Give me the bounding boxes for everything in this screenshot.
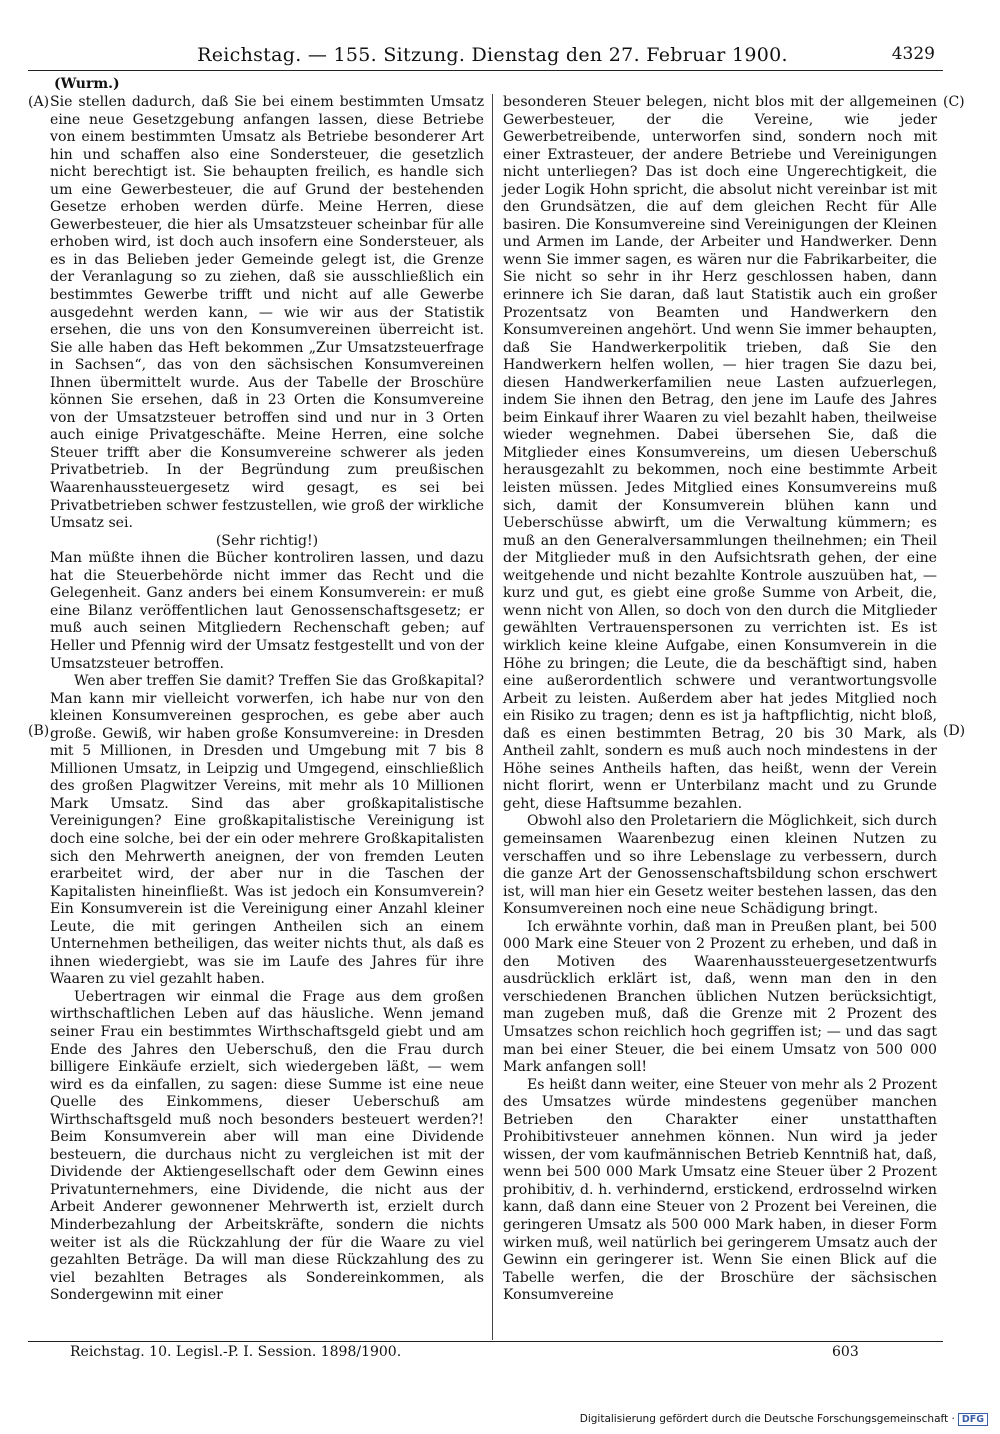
digitization-credit — [580, 1413, 988, 1426]
paragraph: Man müßte ihnen die Bücher kontroliren lassen, und dazu hat die Steuerbehörde nicht immer das Recht und die Gelegenheit. Ganz anders bei einem Konsumverein: er muß eine Bilanz veröffentlichen laut Genossenschaftsgesetz; er muß auch seinen Mitgliedern Rechenschaft geben; auf Heller und Pfennig wird der Umsatz festgestellt und von der Umsatzsteuer betroffen. — [50, 550, 484, 672]
paragraph: Uebertragen wir einmal die Frage aus dem großen wirthschaftlichen Leben auf das häusliche. Wenn jemand seiner Frau ein bestimmtes Wirthschaftsgeld giebt und am Ende des Jahres den Ueberschuß, den die Frau durch billigere Einkäufe erzielt, sich wiedergeben läßt, — wem wird es da einfallen, zu sagen: diese Summe ist eine neue Quelle des Einkommens, dieser Ueberschuß am Wirthschaftsgeld muß noch besonders besteuert werden?! Beim Konsumverein aber will man eine Dividende besteuern, die durchaus nicht zu vergleichen ist mit der Dividende der Aktiengesellschaft oder dem Gewinn eines Privatunternehmers, eine Dividende, die nicht aus der Arbeit Anderer gewonnener Mehrwerth ist, erzielt durch Minderbezahlung der Arbeitskräfte, sondern die nichts weiter ist als die Rückzahlung der für die Waare zu viel gezahlten Beträge. Da will man diese Rückzahlung des zu viel bezahlten Betrages als Sondereinkommen, als Sondergewinn mit einer — [50, 988, 484, 1304]
page-number: 4329 — [891, 44, 935, 64]
interjection: (Sehr richtig!) — [215, 532, 319, 549]
header-rule — [28, 70, 943, 71]
running-header — [50, 44, 935, 68]
column-divider — [492, 94, 493, 1340]
digitization-note: Digitalisierung gefördert durch die Deutsche Forschungsgemeinschaft · — [579, 1413, 955, 1425]
paragraph: Es heißt dann weiter, eine Steuer von mehr als 2 Prozent des Umsatzes würde mindestens gegenüber manchen Betrieben den Charakter einer unstatthaften Prohibitivsteuer annehmen können. Nun wird ja jeder wissen, der vom kaufmännischen Betrieb Kenntniß hat, daß, wenn bei 500 000 Mark Umsatz eine Steuer über 2 Prozent prohibitiv, d. h. verhindernd, erstickend, erdrosselnd wirken kann, daß dann eine Steuer von 2 Prozent bei Vereinen, die geringeren Umsatz als 500 000 Mark haben, in dieser Form wirken muß, weil natürlich bei geringerem Umsatz auch der Gewinn ein geringerer ist. Wenn Sie einen Blick auf die Tabelle werfen, die der Broschüre der sächsischen Konsumvereine — [503, 1076, 937, 1304]
paragraph: Wen aber treffen Sie damit? Treffen Sie das Großkapital? Man kann mir vielleicht vorwerfen, ich habe nur von den kleinen Konsumvereinen gesprochen, es gebe aber auch große. Gewiß, wir haben große Konsumvereine: in Dresden mit 5 Millionen, in Dresden und Umgebung mit 7 bis 8 Millionen Umsatz, in Leipzig und Umgegend, einschließlich des großen Plagwitzer Vereins, mit mehr als 10 Millionen Mark Umsatz. Sind das aber großkapitalistische Vereinigungen? Eine großkapitalistische Vereinigung ist doch eine solche, bei der ein oder mehrere Großkapitalisten sich den Mehrwerth aneignen, der von fremden Leuten erarbeitet wird, der aber nur in die Taschen der Kapitalisten hineinfließt. Was ist jedoch ein Konsumverein? Ein Konsumverein ist die Vereinigung einer Anzahl kleiner Leute, die mit geringen Antheilen sich an einem Unternehmen betheiligen, das weiter nichts thut, als daß es ihnen wiedergiebt, was sie im Laufe des Jahres für ihre Waaren zu viel gezahlt haben. — [50, 673, 484, 988]
speaker-label: (Wurm.) — [54, 76, 120, 92]
margin-mark-d: (D) — [943, 723, 966, 739]
paragraph: Obwohl also den Proletariern die Möglichkeit, sich durch gemeinsamen Waarenbezug einen kleinen Nutzen zu verschaffen und so ihre Lebenslage zu verbessern, durch die ganze Art der Genossenschaftsbildung schon erschwert ist, will man hier ein Gesetz weiter bestehen lassen, das den Konsumvereinen noch eine neue Schädigung bringt. — [503, 813, 937, 918]
footer-rule — [28, 1341, 943, 1342]
dfg-logo: DFG — [958, 1413, 988, 1426]
margin-mark-a: (A) — [28, 94, 50, 110]
paragraph: Sie stellen dadurch, daß Sie bei einem bestimmten Umsatz eine neue Gesetzgebung anfangen lassen, diese Betriebe von einem bestimmten Umsatz als Betriebe besonderer Art hin und schaffen also eine Sondersteuer, die gesetzlich nicht berechtigt ist. Sie behaupten freilich, es handle sich um eine Gewerbesteuer, die auf Grund der bestehenden Gesetze erhoben werden dürfe. Meine Herren, diese Gewerbesteuer, die hier als Umsatzsteuer scheinbar für alle erhoben wird, ist doch auch insofern eine Sondersteuer, als es in das Belieben jeder Gemeinde gelegt ist, die Grenze der Veranlagung so zu ziehen, daß sie ausschließlich ein bestimmtes Gewerbe trifft und nicht auf alle Gewerbe ausgedehnt werden kann, — wie wir aus der Statistik ersehen, die uns von den Konsumvereinen überreicht ist. Sie alle haben das Heft bekommen „Zur Umsatzsteuerfrage in Sachsen“, das von den sächsischen Konsumvereinen Ihnen übermittelt wurde. Aus der Tabelle der Broschüre können Sie ersehen, daß in 23 Orten die Konsumvereine von der Umsatzsteuer betroffen sind und nur in 3 Orten auch einige Privatgeschäfte. Meine Herren, eine solche Steuer trifft aber die Konsumvereine schwerer als jeden Privatbetrieb. In der Begründung zum preußischen Waarenhaussteuergesetz wird gesagt, es sei bei Privatbetrieben schwer festzustellen, wie groß der wirkliche Umsatz sei. — [50, 94, 484, 532]
margin-mark-b: (B) — [28, 723, 50, 739]
footer-sheet-number: 603 — [832, 1344, 859, 1360]
footer-session: Reichstag. 10. Legisl.-P. I. Session. 1898/1900. — [70, 1344, 402, 1360]
margin-mark-c: (C) — [943, 94, 965, 110]
text-column-right — [503, 94, 937, 1305]
text-column-left — [50, 94, 484, 1305]
paragraph: besonderen Steuer belegen, nicht blos mit der allgemeinen Gewerbesteuer, der die Vereine, wie jeder Gewerbetreibende, unterworfen sind, sondern noch mit einer Extrasteuer, der andere Betriebe und Vereinigungen nicht unterliegen? Das ist doch eine Ungerechtigkeit, die jeder Logik Hohn spricht, die absolut nicht vereinbar ist mit den Grundsätzen, die auf dem gleichen Recht für Alle basiren. Die Konsumvereine sind Vereinigungen der Kleinen und Armen im Lande, der Arbeiter und Handwerker. Denn wenn Sie immer sagen, es wären nur die Fabrikarbeiter, die Sie nicht so sehr in ihr Herz geschlossen haben, dann erinnere ich Sie daran, daß laut Statistik auch ein großer Prozentsatz von Beamten und Handwerkern den Konsumvereinen angehört. Und wenn Sie immer behaupten, daß Sie Handwerkerpolitik trieben, daß Sie den Handwerkern helfen wollen, — hier tragen Sie dazu bei, diesen Handwerkerfamilien neue Lasten aufzuerlegen, indem Sie ihnen den Betrag, den jene im Laufe des Jahres beim Einkauf ihrer Waaren zu viel bezahlt haben, theilweise wieder wegnehmen. Dabei übersehen Sie, daß die Mitglieder eines Konsumvereins, um diesen Ueberschuß herausgezahlt zu bekommen, noch eine bestimmte Arbeit leisten müssen. Jedes Mitglied eines Konsumvereins muß sich, damit der Konsumverein blühen kann und Ueberschüsse abwirft, um die Verwaltung kümmern; es muß an den Generalversammlungen theilnehmen; ein Theil der Mitglieder muß in den Aufsichtsrath gehen, der eine weitgehende und nicht bezahlte Kontrole auszuüben hat, — kurz und gut, es giebt eine große Summe von Arbeit, die, wenn nicht von Allen, so doch von den durch die Mitglieder gewählten Vertrauenspersonen zu verrichten ist. Es ist wirklich keine kleine Aufgabe, einen Konsumverein in die Höhe zu bringen; die Leute, die da beschäftigt sind, haben eine außerordentlich schwere und verantwortungsvolle Arbeit zu leisten. Außerdem aber hat jedes Mitglied noch ein Risiko zu tragen; denn es ist ja haftpflichtig, nicht bloß, daß es einen bestimmten Betrag, 20 bis 30 Mark, als Antheil zahlt, sondern es muß auch noch mindestens in der Höhe seines Antheils haften, das heißt, wenn der Verein nicht florirt, wenn er Unterbilanz macht und zu Grunde geht, diese Haftsumme bezahlen. — [503, 94, 937, 812]
header-title: Reichstag. — 155. Sitzung. Dienstag den 27. Februar 1900. — [197, 44, 788, 66]
paragraph: Ich erwähnte vorhin, daß man in Preußen plant, bei 500 000 Mark eine Steuer von 2 Prozent zu erheben, und daß in den Motiven des Waarenhaussteuergesetzentwurfs ausdrücklich erklärt ist, daß, wenn man den in den verschiedenen Branchen üblichen Nutzen berücksichtigt, man zugeben muß, daß die Grenze mit 2 Prozent des Umsatzes schon reichlich hoch gegriffen ist; — und das sagt man bei einer Steuer, die bei einem Umsatz von 500 000 Mark anfangen soll! — [503, 918, 937, 1076]
